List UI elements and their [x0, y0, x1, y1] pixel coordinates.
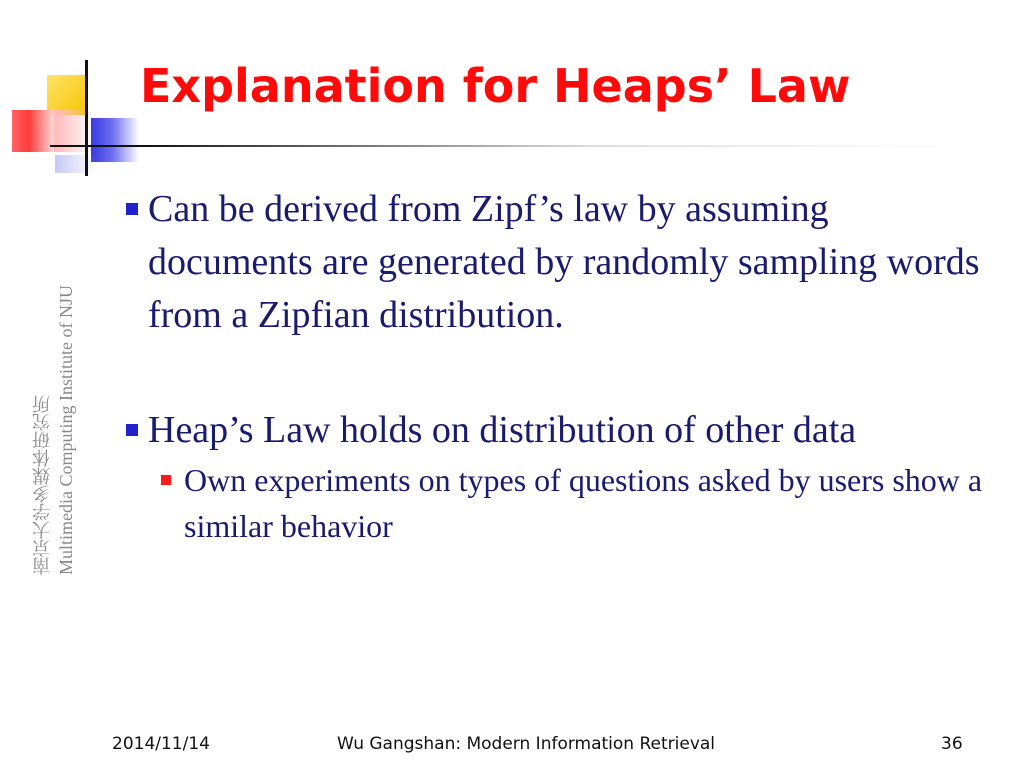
square-bullet-icon	[126, 424, 138, 436]
square-sub-bullet-icon	[161, 475, 171, 485]
sub-bullet-item	[118, 457, 988, 549]
footer-date: 2014/11/14	[112, 734, 210, 754]
square-bullet-icon	[126, 203, 138, 215]
sub-bullet-text: Own experiments on types of questions asked by users show a similar behavior	[184, 462, 983, 544]
sidebar-chinese-text: 南京大学多媒体研究所	[32, 395, 52, 575]
slide-title: Explanation for Heaps’ Law	[140, 59, 851, 113]
ornament-red-square	[12, 110, 54, 152]
bullet-text: Can be derived from Zipf’s law by assuming documents are generated by randomly sampling words from a Zipfian distribution.	[148, 188, 980, 336]
page-number: 36	[941, 734, 963, 754]
ornament-blue-fade	[55, 155, 95, 173]
bullet-item	[118, 404, 988, 457]
bullet-text: Heap’s Law holds on distribution of other data	[148, 409, 857, 451]
ornament-yellow-square	[47, 75, 87, 115]
sidebar-english-text: Multimedia Computing Institute of NJU	[56, 285, 76, 575]
title-underline	[50, 145, 950, 147]
sidebar-watermark	[30, 195, 80, 575]
footer-title: Wu Gangshan: Modern Information Retrieval	[337, 734, 716, 754]
ornament-blue-square	[91, 118, 139, 162]
slide-content	[118, 183, 988, 549]
bullet-item	[118, 183, 988, 342]
ornament-vertical-line	[85, 60, 88, 176]
